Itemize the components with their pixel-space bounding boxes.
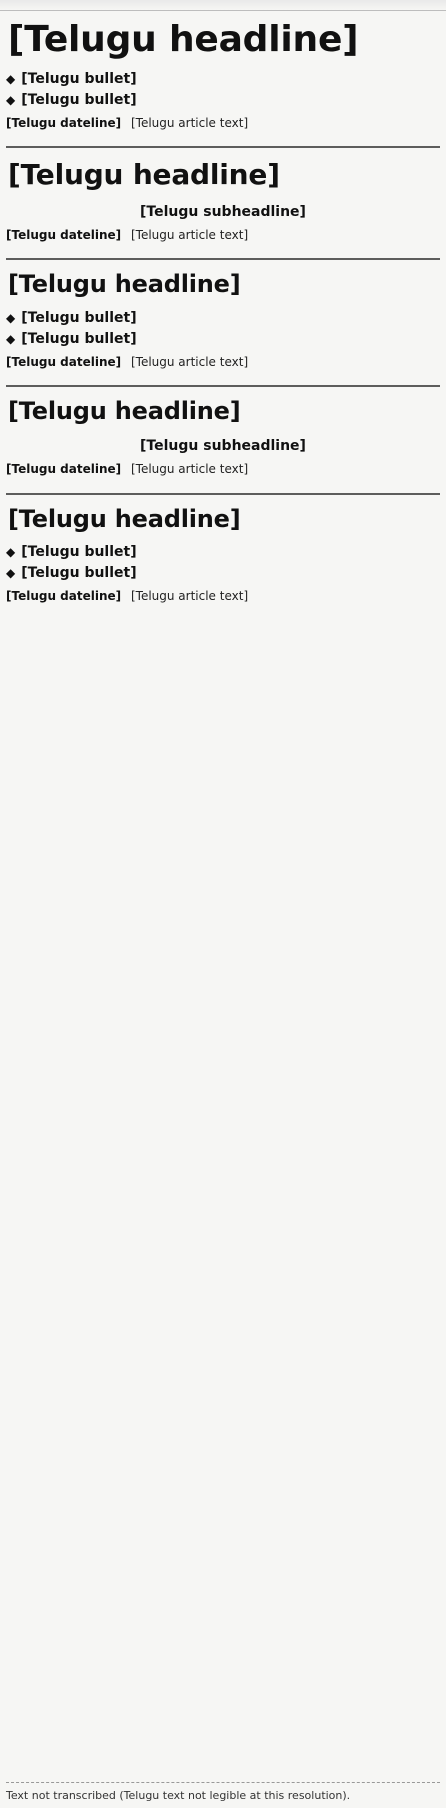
story-4 bbox=[6, 395, 440, 479]
divider bbox=[6, 493, 440, 495]
story-1-bullet-1-text: [Telugu bullet] bbox=[21, 70, 137, 87]
story-1-bullet-2-text: [Telugu bullet] bbox=[21, 91, 137, 108]
story-3-bullet-2-text: [Telugu bullet] bbox=[21, 330, 137, 347]
diamond-bullet-icon: ◆ bbox=[6, 331, 16, 346]
story-1 bbox=[6, 17, 440, 132]
story-5-bullet-1-text: [Telugu bullet] bbox=[21, 544, 137, 561]
story-3-bullet-1-text: [Telugu bullet] bbox=[21, 309, 137, 326]
story-3-headline: [Telugu headline] bbox=[8, 270, 241, 299]
story-2-dateline: [Telugu dateline] bbox=[6, 227, 122, 242]
story-1-bullets bbox=[6, 71, 440, 108]
top-strip bbox=[0, 0, 446, 11]
story-4-body bbox=[6, 460, 440, 479]
story-4-headline: [Telugu headline] bbox=[8, 397, 241, 426]
story-2-subhead: [Telugu subheadline] bbox=[140, 203, 306, 220]
diamond-bullet-icon: ◆ bbox=[6, 92, 16, 107]
story-4-subhead: [Telugu subheadline] bbox=[140, 438, 306, 455]
story-2-text: [Telugu article text] bbox=[130, 227, 249, 242]
story-5-dateline: [Telugu dateline] bbox=[6, 589, 122, 604]
story-4-text: [Telugu article text] bbox=[130, 462, 249, 477]
story-5-bullets bbox=[6, 544, 440, 581]
story-3-bullet-2 bbox=[6, 331, 440, 347]
story-1-body bbox=[6, 114, 440, 133]
story-2-headline: [Telugu headline] bbox=[8, 158, 280, 192]
story-1-bullet-1 bbox=[6, 71, 440, 87]
story-3-text: [Telugu article text] bbox=[130, 354, 249, 369]
story-5-body bbox=[6, 587, 440, 606]
story-3-body bbox=[6, 353, 440, 372]
story-3-dateline: [Telugu dateline] bbox=[6, 354, 122, 369]
story-5 bbox=[6, 503, 440, 606]
story-3-bullets bbox=[6, 310, 440, 347]
story-5-headline: [Telugu headline] bbox=[8, 504, 241, 533]
divider bbox=[6, 385, 440, 387]
diamond-bullet-icon: ◆ bbox=[6, 310, 16, 325]
story-2 bbox=[6, 156, 440, 244]
story-5-bullet-1 bbox=[6, 544, 440, 560]
diamond-bullet-icon: ◆ bbox=[6, 71, 16, 86]
diamond-bullet-icon: ◆ bbox=[6, 566, 16, 581]
divider bbox=[6, 146, 440, 148]
story-5-text: [Telugu article text] bbox=[130, 589, 249, 604]
diamond-bullet-icon: ◆ bbox=[6, 545, 16, 560]
story-1-text: [Telugu article text] bbox=[130, 115, 249, 130]
story-1-headline: [Telugu headline] bbox=[8, 19, 359, 60]
story-3-bullet-1 bbox=[6, 310, 440, 326]
story-1-dateline: [Telugu dateline] bbox=[6, 115, 122, 130]
divider bbox=[6, 258, 440, 260]
story-2-body bbox=[6, 226, 440, 245]
story-5-bullet-2-text: [Telugu bullet] bbox=[21, 565, 137, 582]
transcription-note: Text not transcribed (Telugu text not legible at this resolution). bbox=[6, 1782, 440, 1802]
story-3 bbox=[6, 268, 440, 371]
story-5-bullet-2 bbox=[6, 565, 440, 581]
story-4-dateline: [Telugu dateline] bbox=[6, 462, 122, 477]
story-1-bullet-2 bbox=[6, 92, 440, 108]
